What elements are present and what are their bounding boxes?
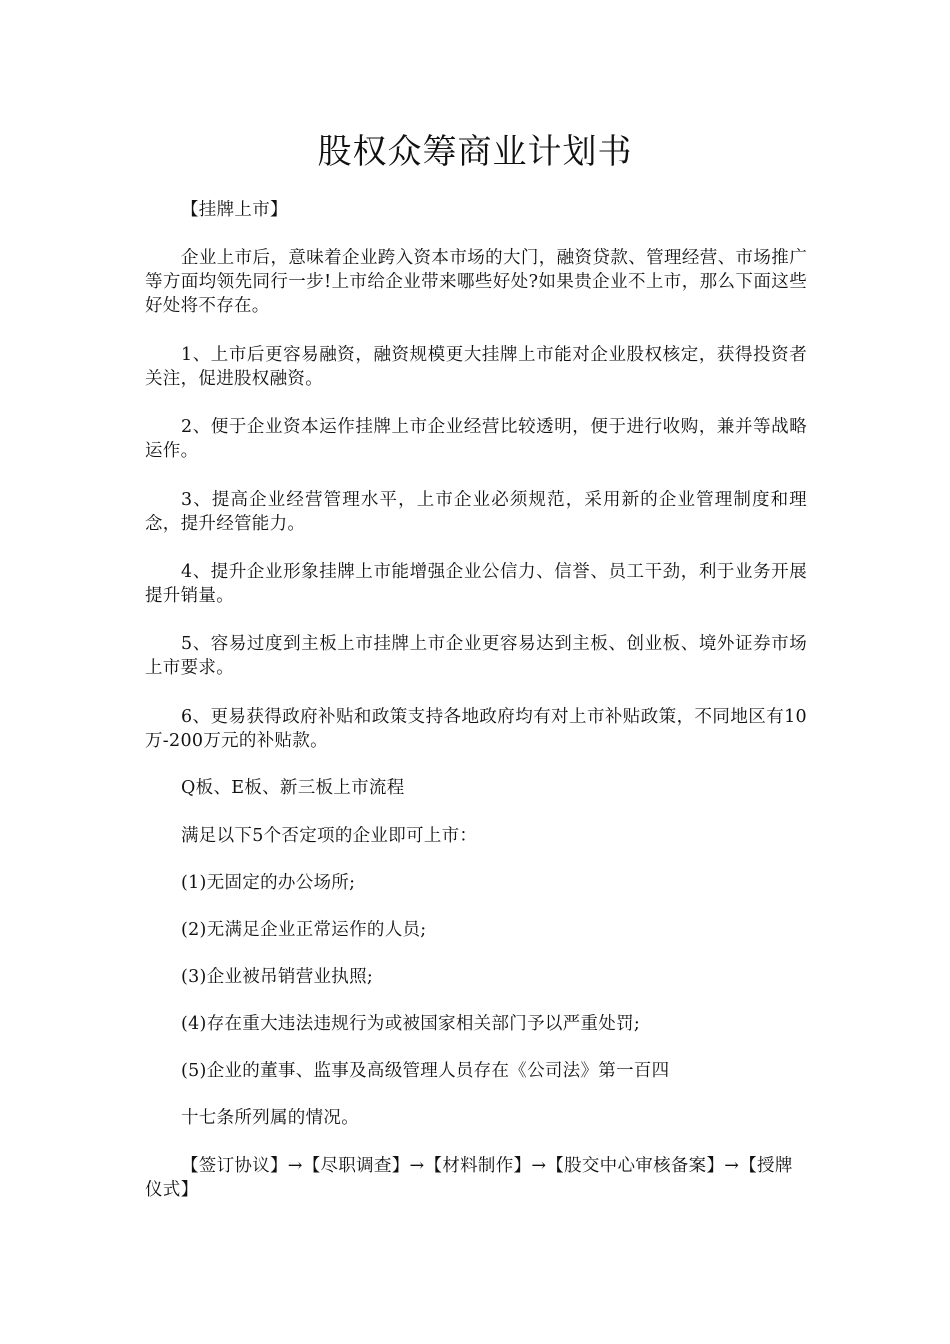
condition-item-1: (1)无固定的办公场所; (181, 873, 356, 893)
benefit-item-5: 5、容易过度到主板上市挂牌上市企业更容易达到主板、创业板、境外证券市场上市要求。 (145, 634, 807, 678)
benefit-item-4: 4、提升企业形象挂牌上市能增强企业公信力、信誉、员工干劲，利于业务开展提升销量。 (145, 562, 807, 606)
conditions-intro: 满足以下5个否定项的企业即可上市： (181, 826, 478, 846)
benefit-item-6: 6、更易获得政府补贴和政策支持各地政府均有对上市补贴政策，不同地区有10万-200万元的补贴款。 (145, 707, 807, 751)
benefit-item-1: 1、上市后更容易融资，融资规模更大挂牌上市能对企业股权核定，获得投资者关注，促进股权融资。 (145, 345, 807, 389)
document-title: 股权众筹商业计划书 (317, 132, 633, 172)
intro-paragraph: 企业上市后，意味着企业跨入资本市场的大门，融资贷款、管理经营、市场推广等方面均领先同行一步!上市给企业带来哪些好处?如果贵企业不上市，那么下面这些好处将不存在。 (145, 248, 807, 316)
condition-item-4: (4)存在重大违法违规行为或被国家相关部门予以严重处罚; (181, 1014, 641, 1034)
section-heading: 【挂牌上市】 (181, 200, 288, 220)
condition-item-3: (3)企业被吊销营业执照; (181, 967, 374, 987)
benefit-item-3: 3、提高企业经营管理水平，上市企业必须规范，采用新的企业管理制度和理念，提升经管能力。 (145, 490, 807, 534)
condition-item-5: (5)企业的董事、监事及高级管理人员存在《公司法》第一百四 (181, 1061, 670, 1081)
condition-continued: 十七条所列属的情况。 (181, 1108, 359, 1128)
process-heading: Q板、E板、新三板上市流程 (181, 778, 405, 798)
condition-item-2: (2)无满足企业正常运作的人员; (181, 920, 427, 940)
benefit-item-2: 2、便于企业资本运作挂牌上市企业经营比较透明，便于进行收购，兼并等战略运作。 (145, 417, 807, 461)
listing-flow: 【签订协议】→【尽职调查】→【材料制作】→【股交中心审核备案】→【授牌仪式】 (145, 1156, 793, 1200)
